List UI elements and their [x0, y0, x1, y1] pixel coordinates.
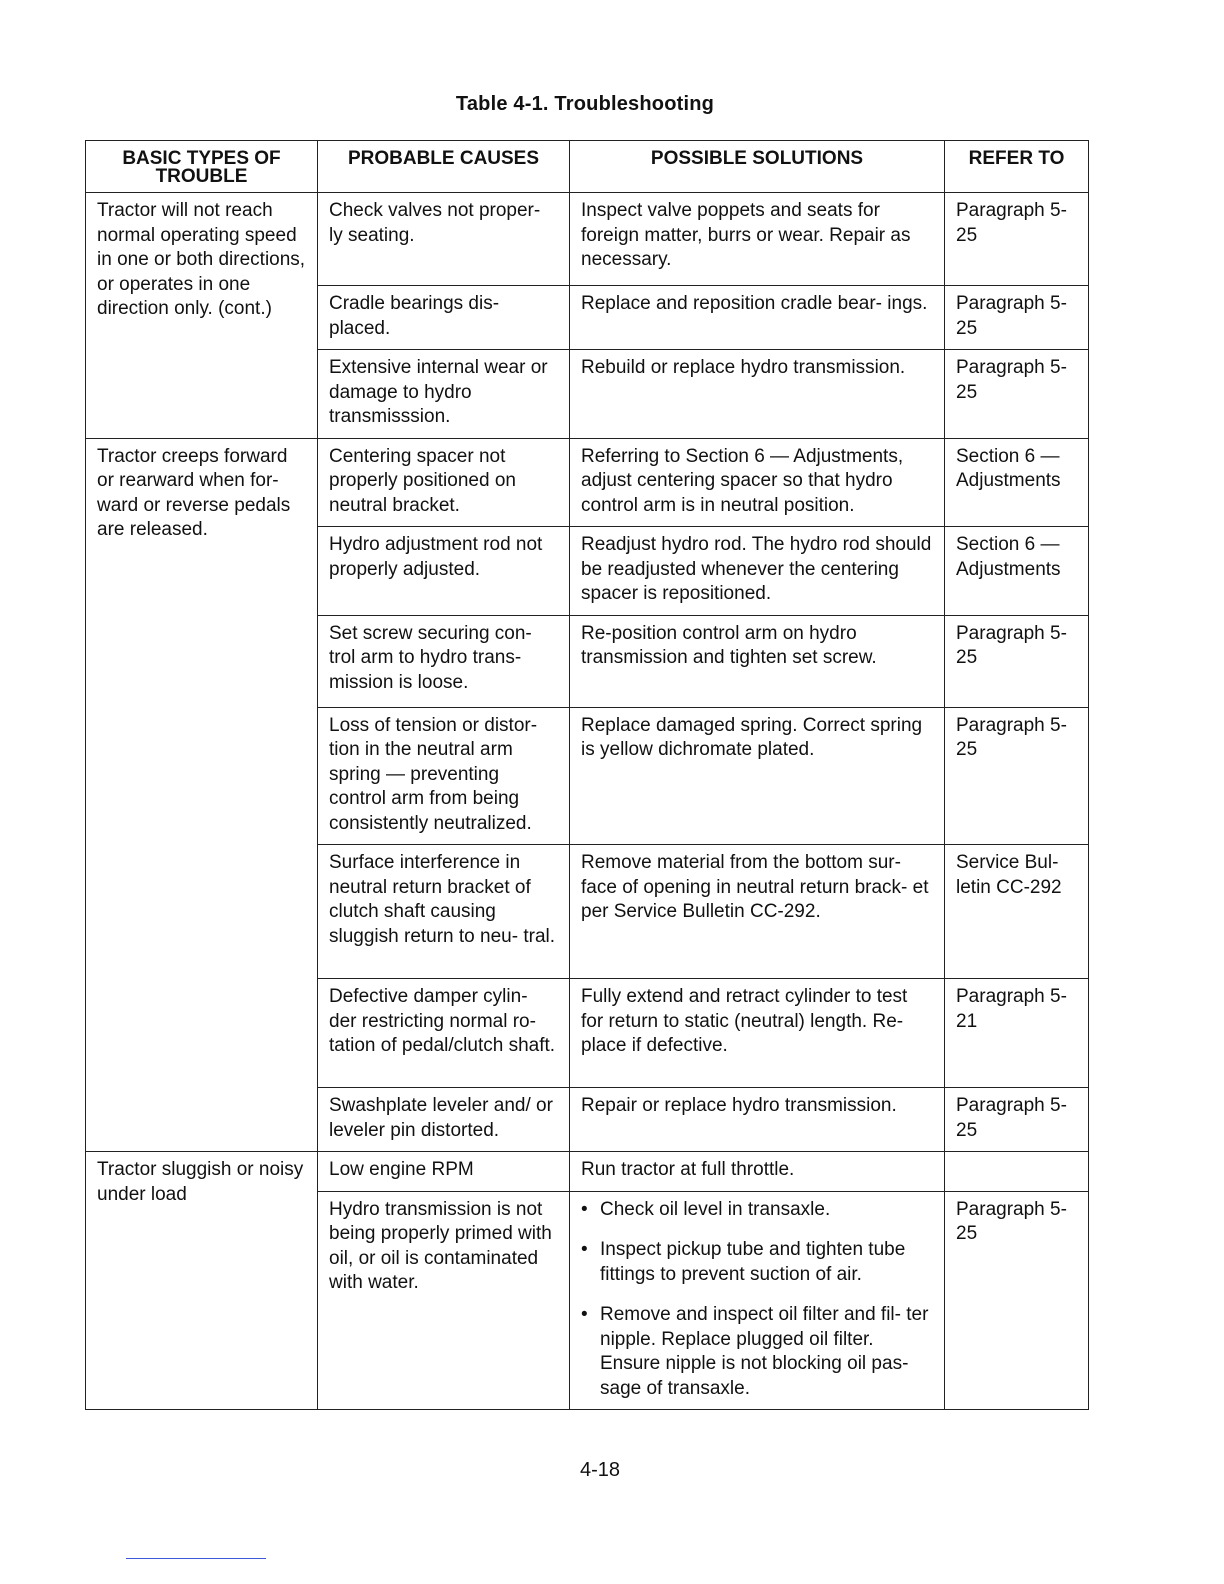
- cause-cell: Swashplate leveler and/ or leveler pin distorted.: [318, 1088, 570, 1152]
- cause-cell: Centering spacer not properly positioned on neutral bracket.: [318, 438, 570, 527]
- refer-cell: Paragraph 5-25: [945, 1088, 1089, 1152]
- cause-cell: Set screw securing con- trol arm to hydro trans- mission is loose.: [318, 615, 570, 707]
- solution-cell: Inspect valve poppets and seats for foreign matter, burrs or wear. Repair as necessary.: [570, 193, 945, 286]
- solution-cell: Replace damaged spring. Correct spring is yellow dichromate plated.: [570, 707, 945, 845]
- refer-cell: Paragraph 5-21: [945, 979, 1089, 1088]
- refer-cell: Paragraph 5-25: [945, 193, 1089, 286]
- cause-cell: Loss of tension or distor- tion in the neutral arm spring — preventing control arm from being consistently neutralized.: [318, 707, 570, 845]
- cause-cell: Cradle bearings dis- placed.: [318, 286, 570, 350]
- cause-cell: Low engine RPM: [318, 1152, 570, 1192]
- cause-cell: Check valves not proper- ly seating.: [318, 193, 570, 286]
- cause-cell: Defective damper cylin- der restricting normal ro- tation of pedal/clutch shaft.: [318, 979, 570, 1088]
- table-header-row: [86, 141, 1089, 193]
- solution-cell: [570, 1191, 945, 1410]
- cause-cell: Hydro adjustment rod not properly adjusted.: [318, 527, 570, 616]
- table-row: [86, 193, 1089, 286]
- header-probable-causes: PROBABLE CAUSES: [318, 141, 570, 193]
- troubleshooting-table: [85, 140, 1089, 1410]
- refer-cell: Paragraph 5-25: [945, 286, 1089, 350]
- solution-cell: Repair or replace hydro transmission.: [570, 1088, 945, 1152]
- header-basic-types: BASIC TYPES OF TROUBLE: [86, 141, 318, 193]
- trouble-cell: Tractor will not reach normal operating speed in one or both directions, or operates in one direction only. (cont.): [86, 193, 318, 439]
- list-item: • Remove and inspect oil filter and fil- ter nipple. Replace plugged oil filter. Ensure nipple is not blocking oil pas- sage of transaxle.: [581, 1303, 934, 1401]
- header-refer-to: REFER TO: [945, 141, 1089, 193]
- solution-cell: Replace and reposition cradle bear- ings.: [570, 286, 945, 350]
- cause-cell: Hydro transmission is not being properly primed with oil, or oil is contaminated with water.: [318, 1191, 570, 1410]
- refer-cell: Paragraph 5-25: [945, 1191, 1089, 1410]
- solution-cell: Readjust hydro rod. The hydro rod should be readjusted whenever the centering spacer is repositioned.: [570, 527, 945, 616]
- list-item: • Inspect pickup tube and tighten tube fittings to prevent suction of air.: [581, 1238, 934, 1287]
- refer-cell: Paragraph 5-25: [945, 350, 1089, 439]
- cause-cell: Surface interference in neutral return bracket of clutch shaft causing sluggish return to neu- tral.: [318, 845, 570, 979]
- solution-cell: Fully extend and retract cylinder to test for return to static (neutral) length. Re- place if defective.: [570, 979, 945, 1088]
- cause-cell: Extensive internal wear or damage to hydro transmisssion.: [318, 350, 570, 439]
- refer-cell: Service Bul- letin CC-292: [945, 845, 1089, 979]
- solution-cell: Remove material from the bottom sur- face of opening in neutral return brack- et per Service Bulletin CC-292.: [570, 845, 945, 979]
- solution-bullet-list: [581, 1198, 934, 1402]
- refer-cell: Section 6 — Adjustments: [945, 527, 1089, 616]
- trouble-cell: Tractor sluggish or noisy under load: [86, 1152, 318, 1410]
- trouble-cell: Tractor creeps forward or rearward when for- ward or reverse pedals are released.: [86, 438, 318, 1152]
- refer-cell: Paragraph 5-25: [945, 707, 1089, 845]
- refer-cell: Paragraph 5-25: [945, 615, 1089, 707]
- table-row: [86, 1152, 1089, 1192]
- solution-cell: Rebuild or replace hydro transmission.: [570, 350, 945, 439]
- header-possible-solutions: POSSIBLE SOLUTIONS: [570, 141, 945, 193]
- table-title: Table 4-1. Troubleshooting: [455, 93, 715, 115]
- solution-cell: Re-position control arm on hydro transmission and tighten set screw.: [570, 615, 945, 707]
- list-item: • Check oil level in transaxle.: [581, 1198, 934, 1223]
- solution-cell: Referring to Section 6 — Adjustments, adjust centering spacer so that hydro control arm is in neutral position.: [570, 438, 945, 527]
- refer-cell: Section 6 — Adjustments: [945, 438, 1089, 527]
- solution-cell: Run tractor at full throttle.: [570, 1152, 945, 1192]
- table-row: [86, 438, 1089, 527]
- refer-cell: [945, 1152, 1089, 1192]
- footer-rule: [126, 1558, 266, 1559]
- page-number: 4-18: [579, 1459, 621, 1481]
